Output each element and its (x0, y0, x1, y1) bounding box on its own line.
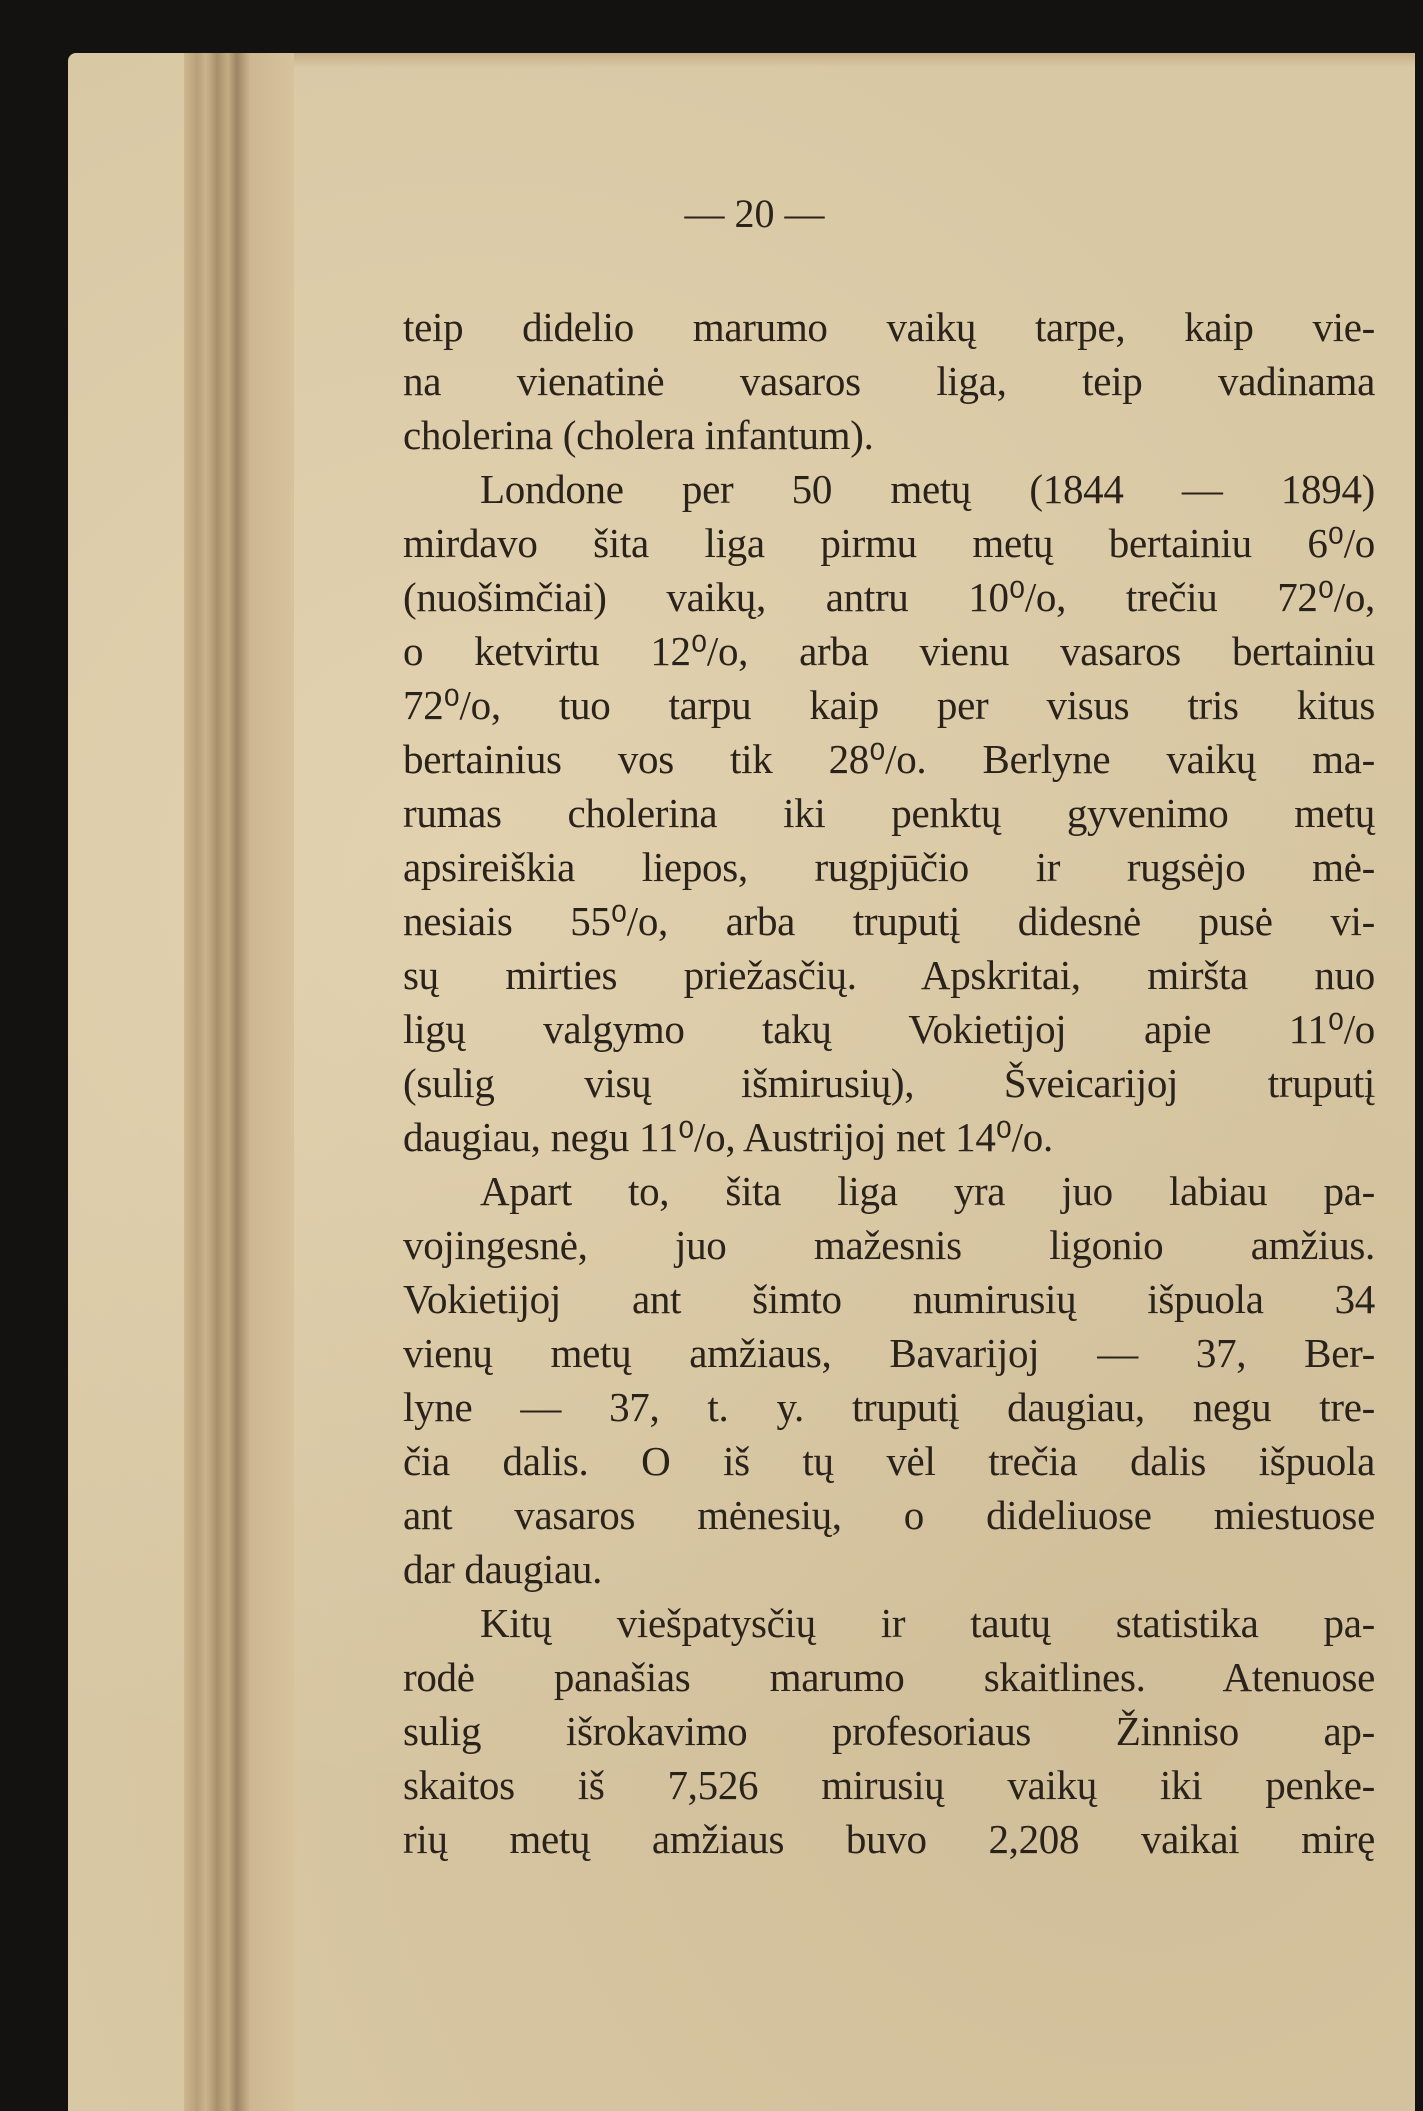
text-line: dar daugiau. (403, 1546, 603, 1592)
text-line: daugiau, negu 11⁰/o, Austrijoj net 14⁰/o. (403, 1114, 1053, 1160)
text-line: o ketvirtu 12⁰/o, arba vienu vasaros bertainiu (403, 628, 1375, 674)
text-line: mirdavo šita liga pirmu metų bertainiu 6⁰/o (403, 520, 1375, 566)
text-line: Londone per 50 metų (1844 — 1894) (480, 466, 1375, 512)
page-number (0, 190, 1423, 237)
text-line: 72⁰/o, tuo tarpu kaip per visus tris kitus (403, 682, 1375, 728)
text-line: sų mirties priežasčių. Apskritai, miršta nuo (403, 952, 1375, 998)
text-line: nesiais 55⁰/o, arba truputį didesnė pusė vi- (403, 898, 1375, 944)
text-line: cholerina (cholera infantum). (403, 412, 874, 458)
page-number-text: — 20 — (684, 191, 825, 236)
text-line: teip didelio marumo vaikų tarpe, kaip vie- (403, 304, 1375, 350)
text-line: na vienatinė vasaros liga, teip vadinama (403, 358, 1375, 404)
text-line: vojingesnė, juo mažesnis ligonio amžius. (403, 1222, 1375, 1268)
text-line: čia dalis. O iš tų vėl trečia dalis išpuola (403, 1438, 1375, 1484)
text-line: vienų metų amžiaus, Bavarijoj — 37, Ber- (403, 1330, 1375, 1376)
text-line: rumas cholerina iki penktų gyvenimo metų (403, 790, 1375, 836)
text-line: sulig išrokavimo profesoriaus Žinniso ap- (403, 1708, 1375, 1754)
text-line: apsireiškia liepos, rugpjūčio ir rugsėjo mė- (403, 844, 1375, 890)
text-line: Kitų viešpatysčių ir tautų statistika pa- (480, 1600, 1375, 1646)
text-line: ligų valgymo takų Vokietijoj apie 11⁰/o (403, 1006, 1375, 1052)
text-line: bertainius vos tik 28⁰/o. Berlyne vaikų ma- (403, 736, 1375, 782)
text-line: (nuošimčiai) vaikų, antru 10⁰/o, trečiu 72⁰/o, (403, 574, 1375, 620)
page-top-edge (184, 53, 1415, 67)
text-line: rių metų amžiaus buvo 2,208 vaikai mirę (403, 1816, 1375, 1862)
body-text (403, 300, 1375, 1866)
text-line: rodė panašias marumo skaitlines. Atenuose (403, 1654, 1375, 1700)
text-line: skaitos iš 7,526 mirusių vaikų iki penke- (403, 1762, 1375, 1808)
page-stack-edge (184, 53, 294, 2111)
text-line: Vokietijoj ant šimto numirusių išpuola 34 (403, 1276, 1375, 1322)
text-line: ant vasaros mėnesių, o dideliuose miestuose (403, 1492, 1375, 1538)
text-line: Apart to, šita liga yra juo labiau pa- (480, 1168, 1375, 1214)
text-line: (sulig visų išmirusių), Šveicarijoj truputį (403, 1060, 1375, 1106)
text-line: lyne — 37, t. y. truputį daugiau, negu tre- (403, 1384, 1375, 1430)
